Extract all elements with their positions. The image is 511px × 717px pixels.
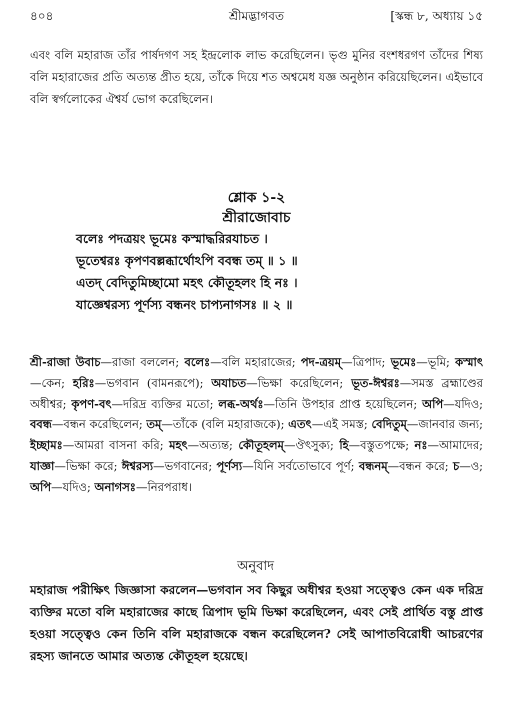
synonym-term: পূর্ণস্য [216, 458, 243, 473]
book-title: শ্রীমদ্ভাগবত [228, 9, 284, 23]
synonym-term: চ [452, 458, 460, 473]
synonym-meaning: তাঁকে (বলি মহারাজকে) [172, 417, 281, 432]
verse-number: শ্লোক ১-২ [227, 190, 286, 206]
verse-line: এতদ্ বেদিতুমিচ্ছামো মহৎ কৌতূহলং হি নঃ । [76, 275, 298, 290]
synonym-term: মহৎ [169, 438, 188, 453]
synonym-term: অনাগসঃ [94, 479, 136, 494]
translation-heading: অনুবাদ [237, 559, 274, 574]
synonym-meaning: ভিক্ষা করে [65, 458, 114, 473]
synonym-term: লব্ধ-অর্থঃ [218, 396, 264, 411]
synonym-term: ববন্ধ [30, 417, 52, 432]
synonym-meaning: যদিও [454, 396, 480, 411]
synonym-term: অপি [422, 396, 444, 411]
synonym-meaning: কেন [41, 375, 62, 390]
synonyms-paragraph: শ্রী-রাজা উবাচ—রাজা বললেন; বলেঃ—বলি মহারাজের; পদ-ত্রয়ম্—ত্রিপাদ; ভূমেঃ—ভূমি; কস্মাৎ—কেন; হরিঃ—ভগবান (বামনরূপে); অযাচত—ভিক্ষা করেছিলেন; ভূত-ঈশ্বরঃ—সমস্ত ব্রহ্মাণ্ডের অধীশ্বর; কৃপণ-বৎ—দরিদ্র ব্যক্তির মতো; লব্ধ-অর্থঃ—তিনি উপহার প্রাপ্ত হয়েছিলেন; অপি—যদিও; ববন্ধ—বন্ধন করেছিলেন; তম্—তাঁকে (বলি মহারাজকে); এতৎ—এই সমস্ত; বেদিতুম্—জানবার জন্য; ইচ্ছামঃ—আমরা বাসনা করি; মহৎ—অত্যন্ত; কৌতূহলম্—ঔৎসুক্য; হি—বস্তুতপক্ষে; নঃ—আমাদের; যাজ্ঞা—ভিক্ষা করে; ঈশ্বরস্য—ভগবানের; পূর্ণস্য—যিনি সর্বতোভাবে পূর্ণ; বন্ধনম্—বন্ধন করে; চ—ও; অপি—যদিও; অনাগসঃ—নিরপরাধ। [30, 355, 484, 494]
synonym-term: শ্রী-রাজা উবাচ [30, 355, 101, 369]
synonym-term: পদ-ত্রয়ম্ [300, 355, 342, 369]
synonym-term: কস্মাৎ [455, 355, 484, 369]
page-number: ৪০৪ [30, 9, 54, 23]
synonym-meaning: আমরা বাসনা করি [74, 438, 160, 453]
synonym-term: যাজ্ঞা [30, 458, 55, 473]
synonym-meaning: বন্ধন করেছিলেন [63, 417, 139, 432]
synonym-term: কৃপণ-বৎ [71, 396, 112, 411]
synonym-meaning: ঔৎসুক্য [295, 438, 331, 453]
synonym-term: ভূত-ঈশ্বরঃ [351, 375, 400, 390]
synonym-meaning: ভগবানের [164, 458, 209, 473]
synonym-meaning: অত্যন্ত [199, 438, 229, 453]
translation-paragraph: মহারাজ পরীক্ষিৎ জিজ্ঞাসা করলেন—ভগবান সব কিছুর অধীশ্বর হওয়া সত্ত্বেও কেন এক দরিদ্র ব্যক্তির মতো বলি মহারাজের কাছে ত্রিপাদ ভূমি ভিক্ষা করেছিলেন, এবং সেই প্রার্থিত বস্তু প্রাপ্ত হওয়া সত্ত্বেও কেন তিনি বলি মহারাজকে বন্ধন করেছিলেন? সেই আপাতবিরোধী আচরণের রহস্য জানতে আমার অত্যন্ত কৌতূহল হয়েছে। [30, 583, 483, 663]
verse-line: বলেঃ পদত্রয়ং ভূমেঃ কস্মাদ্ধরিরযাচত । [76, 231, 268, 246]
synonym-meaning: জানবার জন্য [418, 417, 480, 432]
synonym-term: বন্ধনম্ [358, 458, 388, 473]
synonym-term: অপি [30, 479, 52, 494]
verse-line: যাজ্ঞেশ্বরস্য পূর্ণস্য বন্ধনং চাপ্যনাগসঃ ॥ ২ ॥ [76, 297, 293, 312]
synonym-term: বেদিতুম্ [371, 417, 407, 432]
synonym-term: নঃ [414, 438, 428, 453]
synonym-term: অযাচত [211, 375, 247, 390]
synonym-meaning: তিনি উপহার প্রাপ্ত হয়েছিলেন [275, 396, 414, 411]
synonym-meaning: রাজা বললেন [111, 355, 176, 369]
synonym-meaning: ত্রিপাদ [352, 355, 382, 369]
synonym-meaning: যদিও [62, 479, 87, 494]
page-header [30, 8, 483, 28]
synonym-term: ইচ্ছামঃ [30, 438, 63, 453]
synonym-meaning: এই সমস্ত [323, 417, 364, 432]
intro-paragraph: এবং বলি মহারাজ তাঁর পার্ষদগণ সহ ইন্দ্রলোক লাভ করেছিলেন। ভৃগু মুনির বংশধরগণ তাঁদের শিষ্য বলি মহারাজের প্রতি অত্যন্ত প্রীত হয়ে, তাঁকে দিয়ে শত অশ্বমেধ যজ্ঞ অনুষ্ঠান করিয়েছিলেন। এইভাবে বলি স্বর্গলোকের ঐশ্বর্য ভোগ করেছিলেন। [30, 48, 483, 106]
synonym-term: হি [339, 438, 349, 453]
synonym-meaning: দরিদ্র ব্যক্তির মতো [123, 396, 210, 411]
synonym-meaning: যিনি সর্বতোভাবে পূর্ণ [253, 458, 351, 473]
synonym-meaning: নিরপরাধ [147, 479, 188, 494]
synonym-meaning: বলি মহারাজের [221, 355, 292, 369]
synonym-meaning: বস্তুতপক্ষে [360, 438, 406, 453]
section-reference: [স্কন্ধ ৮, অধ্যায় ১৫ [390, 9, 483, 23]
synonym-term: বলেঃ [184, 355, 211, 369]
verse-block [30, 188, 483, 316]
synonym-meaning: সমস্ত ব্রহ্মাণ্ডের অধীশ্বর [30, 375, 483, 411]
synonym-meaning: ভগবান (বামনরূপে) [106, 375, 200, 390]
verse-speaker: শ্রীরাজোবাচ [222, 210, 291, 226]
synonym-term: তম্ [146, 417, 162, 432]
synonym-term: এতৎ [288, 417, 312, 432]
synonym-term: কৌতূহলম্ [238, 438, 284, 453]
synonym-term: ঈশ্বরস্য [121, 458, 154, 473]
synonym-term: ভূমেঃ [390, 355, 417, 369]
synonym-meaning: আমাদের [439, 438, 480, 453]
verse-line: ভূতেশ্বরঃ কৃপণবল্লব্ধার্থোঽপি ববন্ধ তম্ ॥ ১ ॥ [76, 253, 298, 268]
synonym-meaning: ও [470, 458, 480, 473]
synonym-meaning: বন্ধন করে [399, 458, 445, 473]
synonym-meaning: ভিক্ষা করেছিলেন [257, 375, 340, 390]
synonym-meaning: ভূমি [427, 355, 447, 369]
synonym-term: হরিঃ [72, 375, 95, 390]
